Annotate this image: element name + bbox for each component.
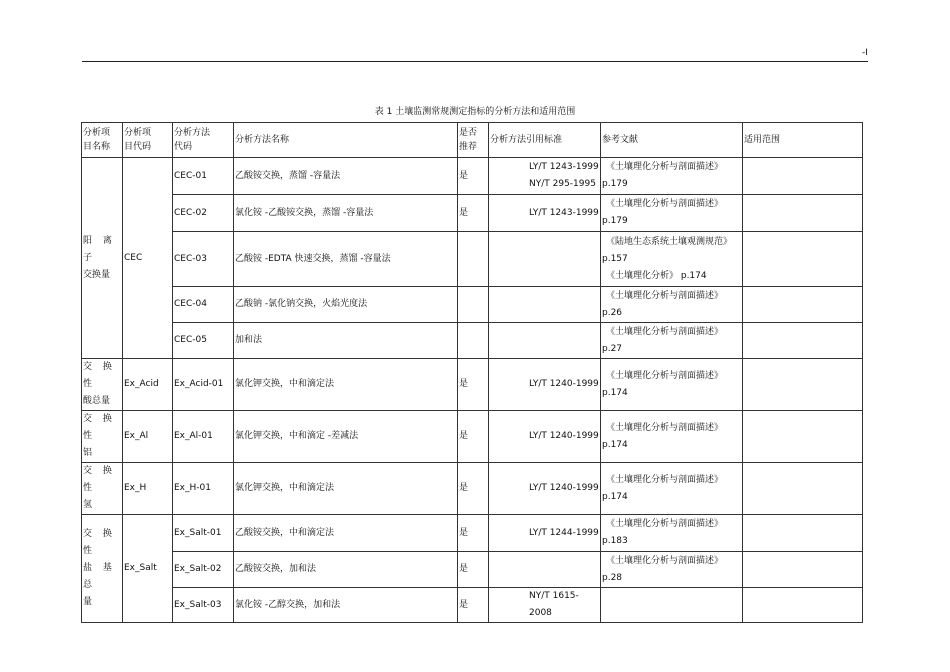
- group-name-acid: 交 换 性 酸总量: [82, 359, 123, 411]
- scope: [743, 323, 863, 359]
- scope: [743, 515, 863, 552]
- header-reference: 参考文献: [601, 123, 743, 158]
- method-code: CEC-03: [173, 232, 234, 287]
- header-scope: 适用范围: [743, 123, 863, 158]
- method-name: 乙酸铵 -EDTA 快速交换，蒸馏 -容量法: [234, 232, 458, 287]
- group-name-salt: 交 换 性 盐 基 总 量: [82, 515, 123, 623]
- method-name: 氯化钾交换，中和滴定法: [234, 359, 458, 411]
- group-code-h: Ex_H: [123, 463, 173, 515]
- method-code: CEC-02: [173, 195, 234, 232]
- method-code: Ex_Acid-01: [173, 359, 234, 411]
- table-row: [82, 463, 863, 515]
- standard: [489, 287, 601, 323]
- reference: 《土壤理化分析与剖面描述》 p.27: [601, 323, 743, 359]
- recommended: 是: [458, 552, 489, 588]
- header-standard: 分析方法引用标准: [489, 123, 601, 158]
- header-method-name: 分析方法名称: [234, 123, 458, 158]
- table-row: [82, 287, 863, 323]
- reference: 《土壤理化分析与剖面描述》 p.174: [601, 411, 743, 463]
- method-code: CEC-01: [173, 158, 234, 195]
- method-name: 乙酸钠 -氯化钠交换，火焰光度法: [234, 287, 458, 323]
- method-name: 乙酸铵交换，加和法: [234, 552, 458, 588]
- method-name: 氯化铵 -乙醇交换，加和法: [234, 588, 458, 623]
- standard: LY/T 1243-1999: [489, 195, 601, 232]
- table-row: [82, 195, 863, 232]
- standard: [489, 323, 601, 359]
- method-code: CEC-05: [173, 323, 234, 359]
- standard: LY/T 1244-1999: [489, 515, 601, 552]
- recommended: 是: [458, 158, 489, 195]
- scope: [743, 463, 863, 515]
- group-name-cec: 阳 离 子 交换量: [82, 158, 123, 359]
- standard: LY/T 1240-1999: [489, 463, 601, 515]
- scope: [743, 158, 863, 195]
- table-row: [82, 515, 863, 552]
- reference: 《土壤理化分析与剖面描述》 p.179: [601, 158, 743, 195]
- header-item-name: 分析项 目名称: [82, 123, 123, 158]
- scope: [743, 359, 863, 411]
- group-code-al: Ex_Al: [123, 411, 173, 463]
- scope: [743, 588, 863, 623]
- standard: LY/T 1240-1999: [489, 411, 601, 463]
- scope: [743, 411, 863, 463]
- reference: 《土壤理化分析与剖面描述》 p.183: [601, 515, 743, 552]
- table-row: [82, 411, 863, 463]
- method-name: 加和法: [234, 323, 458, 359]
- reference: [601, 588, 743, 623]
- header-rule: [82, 61, 868, 62]
- method-code: Ex_H-01: [173, 463, 234, 515]
- scope: [743, 552, 863, 588]
- group-code-salt: Ex_Salt: [123, 515, 173, 623]
- reference: 《土壤理化分析与剖面描述》 p.174: [601, 463, 743, 515]
- methods-table: [81, 122, 863, 623]
- header-item-code: 分析项 目代码: [123, 123, 173, 158]
- recommended: 是: [458, 588, 489, 623]
- reference: 《土壤理化分析与剖面描述》 p.179: [601, 195, 743, 232]
- method-code: Ex_Salt-02: [173, 552, 234, 588]
- reference: 《土壤理化分析与剖面描述》 p.26: [601, 287, 743, 323]
- recommended: 是: [458, 411, 489, 463]
- recommended: 是: [458, 195, 489, 232]
- method-code: Ex_Salt-01: [173, 515, 234, 552]
- recommended: [458, 323, 489, 359]
- recommended: 是: [458, 463, 489, 515]
- recommended: 是: [458, 515, 489, 552]
- standard: [489, 232, 601, 287]
- table-row: [82, 323, 863, 359]
- method-name: 乙酸铵交换，蒸馏 -容量法: [234, 158, 458, 195]
- group-code-acid: Ex_Acid: [123, 359, 173, 411]
- reference: 《陆地生态系统土壤观测规范》 p.157 《土壤理化分析》 p.174: [601, 232, 743, 287]
- table-row: [82, 158, 863, 195]
- table-row: [82, 232, 863, 287]
- standard: [489, 552, 601, 588]
- method-code: Ex_Salt-03: [173, 588, 234, 623]
- header-recommended: 是否 推荐: [458, 123, 489, 158]
- standard: LY/T 1243-1999 NY/T 295-1995: [489, 158, 601, 195]
- standard: NY/T 1615-2008: [489, 588, 601, 623]
- table-caption: 表 1 土壤监测常规测定指标的分析方法和适用范围: [374, 107, 576, 117]
- method-name: 乙酸铵交换，中和滴定法: [234, 515, 458, 552]
- method-name: 氯化钾交换，中和滴定法: [234, 463, 458, 515]
- recommended: [458, 232, 489, 287]
- table-row: [82, 588, 863, 623]
- scope: [743, 195, 863, 232]
- recommended: [458, 287, 489, 323]
- scope: [743, 287, 863, 323]
- method-code: Ex_Al-01: [173, 411, 234, 463]
- group-name-h: 交 换 性 氢: [82, 463, 123, 515]
- table-row: [82, 359, 863, 411]
- reference: 《土壤理化分析与剖面描述》 p.28: [601, 552, 743, 588]
- header-method-code: 分析方法 代码: [173, 123, 234, 158]
- method-code: CEC-04: [173, 287, 234, 323]
- method-name: 氯化铵 -乙酸铵交换，蒸馏 -容量法: [234, 195, 458, 232]
- method-name: 氯化钾交换，中和滴定 -差减法: [234, 411, 458, 463]
- page-number: -I: [862, 48, 868, 58]
- group-code-cec: CEC: [123, 158, 173, 359]
- header-row: [82, 123, 863, 158]
- recommended: 是: [458, 359, 489, 411]
- group-name-al: 交 换 性 铝: [82, 411, 123, 463]
- reference: 《土壤理化分析与剖面描述》 p.174: [601, 359, 743, 411]
- table-row: [82, 552, 863, 588]
- standard: LY/T 1240-1999: [489, 359, 601, 411]
- scope: [743, 232, 863, 287]
